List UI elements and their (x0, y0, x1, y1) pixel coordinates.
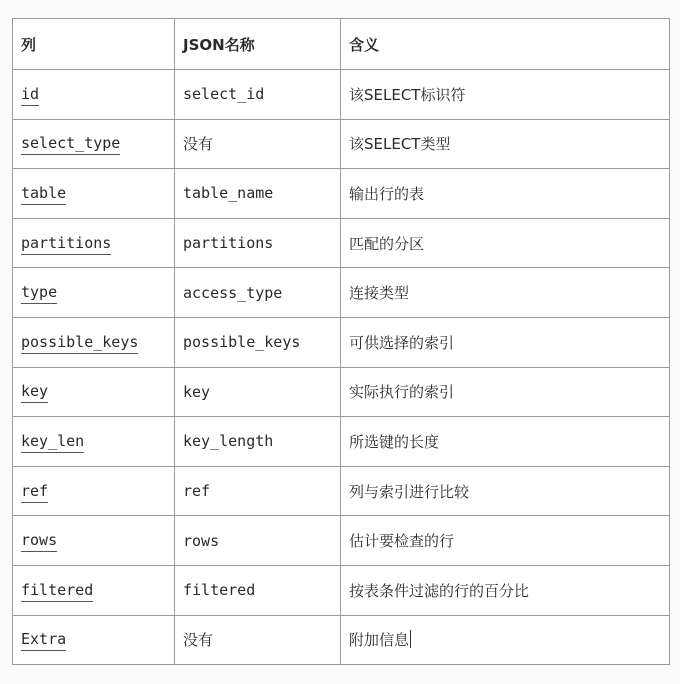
column-link[interactable]: id (21, 85, 39, 106)
cell-json-name: rows (175, 516, 341, 566)
cell-column (13, 268, 175, 318)
column-link[interactable]: select_type (21, 134, 120, 155)
table-row (13, 516, 670, 566)
cell-json-name: filtered (175, 565, 341, 615)
cell-meaning: 估计要检查的行 (341, 516, 670, 566)
cell-column (13, 516, 175, 566)
cell-meaning: 所选键的长度 (341, 417, 670, 467)
cell-json-name: key (175, 367, 341, 417)
cell-meaning: 该SELECT类型 (341, 119, 670, 169)
header-column: 列 (13, 19, 175, 70)
column-link[interactable]: filtered (21, 581, 93, 602)
table-row (13, 367, 670, 417)
column-link[interactable]: ref (21, 482, 48, 503)
column-link[interactable]: table (21, 184, 66, 205)
cell-column (13, 615, 175, 665)
cell-column (13, 417, 175, 467)
table-body (13, 70, 670, 665)
cell-json-name: 没有 (175, 615, 341, 665)
table-row (13, 70, 670, 120)
header-json-name: JSON名称 (175, 19, 341, 70)
table-row (13, 466, 670, 516)
table-row (13, 169, 670, 219)
column-link[interactable]: rows (21, 531, 57, 552)
cell-meaning: 可供选择的索引 (341, 317, 670, 367)
cell-column (13, 367, 175, 417)
table-row (13, 417, 670, 467)
cell-json-name: partitions (175, 218, 341, 268)
cell-column (13, 565, 175, 615)
cell-json-name: 没有 (175, 119, 341, 169)
cell-column (13, 119, 175, 169)
cell-meaning: 按表条件过滤的行的百分比 (341, 565, 670, 615)
column-link[interactable]: partitions (21, 234, 111, 255)
table-row (13, 268, 670, 318)
header-meaning: 含义 (341, 19, 670, 70)
cell-json-name: key_length (175, 417, 341, 467)
column-link[interactable]: key (21, 382, 48, 403)
cell-meaning: 附加信息 (341, 615, 670, 665)
table-row (13, 218, 670, 268)
cell-meaning: 连接类型 (341, 268, 670, 318)
explain-columns-table (12, 18, 670, 665)
column-link[interactable]: type (21, 283, 57, 304)
table-row (13, 317, 670, 367)
cell-meaning: 实际执行的索引 (341, 367, 670, 417)
cell-column (13, 317, 175, 367)
table-header-row (13, 19, 670, 70)
cell-column (13, 218, 175, 268)
column-link[interactable]: key_len (21, 432, 84, 453)
cell-meaning: 列与索引进行比较 (341, 466, 670, 516)
table-row (13, 565, 670, 615)
cell-json-name: table_name (175, 169, 341, 219)
column-link[interactable]: possible_keys (21, 333, 138, 354)
cell-column (13, 169, 175, 219)
cell-meaning: 该SELECT标识符 (341, 70, 670, 120)
cell-meaning: 输出行的表 (341, 169, 670, 219)
cell-json-name: possible_keys (175, 317, 341, 367)
cell-column (13, 466, 175, 516)
cell-json-name: access_type (175, 268, 341, 318)
text-cursor (410, 630, 411, 648)
cell-column (13, 70, 175, 120)
cell-meaning: 匹配的分区 (341, 218, 670, 268)
table-row (13, 615, 670, 665)
table-row (13, 119, 670, 169)
column-link[interactable]: Extra (21, 630, 66, 651)
cell-json-name: select_id (175, 70, 341, 120)
cell-json-name: ref (175, 466, 341, 516)
